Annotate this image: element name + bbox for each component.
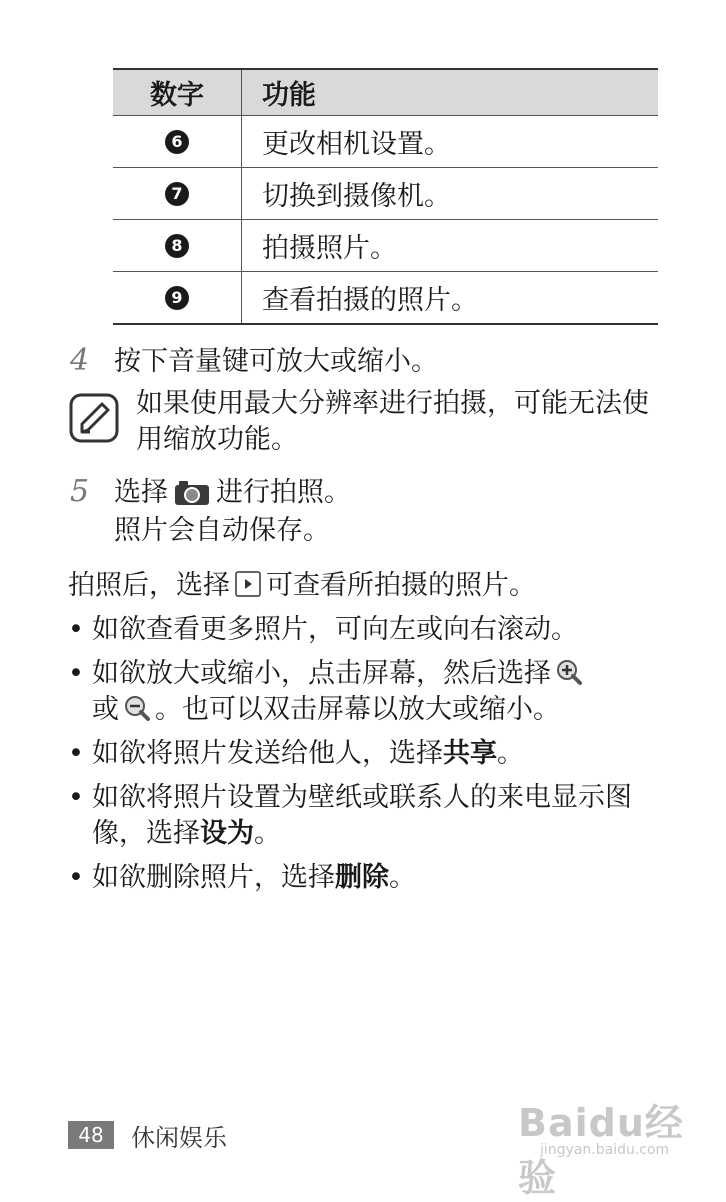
- play-icon: [235, 571, 261, 597]
- watermark-logo: Baidu经验: [518, 1101, 684, 1200]
- table-header-row: [113, 70, 658, 115]
- number-badge: 8: [165, 234, 189, 258]
- list-item: • 如欲将照片发送给他人，选择共享。: [68, 736, 668, 772]
- step-number: 4: [70, 343, 90, 378]
- page-number: 48: [68, 1121, 114, 1149]
- section-title: 休闲娱乐: [131, 1124, 227, 1152]
- zoom-out-icon: [123, 694, 151, 722]
- table-row: [113, 219, 658, 271]
- list-item: • 如欲删除照片，选择删除。: [68, 860, 668, 896]
- tips-list: [68, 612, 668, 904]
- note-text: 如果使用最大分辨率进行拍摄，可能无法使用缩放功能。: [136, 388, 649, 455]
- function-cell: 切换到摄像机。: [262, 181, 451, 212]
- list-item: • 如欲放大或缩小，点击屏幕，然后选择 或 。也可以双击屏幕以放大或缩小。: [68, 656, 668, 728]
- zoom-in-icon: [555, 658, 583, 686]
- list-item: • 如欲将照片设置为壁纸或联系人的来电显示图像，选择设为。: [68, 780, 668, 852]
- step-number: 5: [70, 474, 90, 509]
- function-table: [113, 68, 658, 325]
- after-photo-text: 拍照后，选择 可查看所拍摄的照片。: [68, 570, 536, 601]
- table-row: [113, 167, 658, 219]
- list-item: • 如欲查看更多照片，可向左或向右滚动。: [68, 612, 668, 648]
- number-badge: 9: [165, 286, 189, 310]
- number-badge: 6: [165, 130, 189, 154]
- function-cell: 拍摄照片。: [262, 233, 397, 264]
- function-cell: 查看拍摄的照片。: [262, 285, 478, 316]
- step-5-line2: 照片会自动保存。: [114, 515, 330, 546]
- watermark-url: jingyan.baidu.com: [540, 1142, 670, 1158]
- baidu-watermark: [518, 1078, 698, 1200]
- step-4-text: 按下音量键可放大或缩小。: [114, 346, 438, 377]
- step-5-line1: 选择 进行拍照。: [114, 477, 351, 508]
- delete-label: 删除: [335, 862, 389, 893]
- set-as-label: 设为: [200, 818, 254, 849]
- share-label: 共享: [443, 738, 497, 769]
- note-icon: [68, 392, 120, 444]
- header-function: 功能: [262, 80, 316, 111]
- function-cell: 更改相机设置。: [262, 129, 451, 160]
- camera-icon: [174, 480, 210, 506]
- header-number: 数字: [113, 70, 242, 115]
- number-badge: 7: [165, 182, 189, 206]
- table-row: [113, 271, 658, 323]
- table-row: [113, 115, 658, 167]
